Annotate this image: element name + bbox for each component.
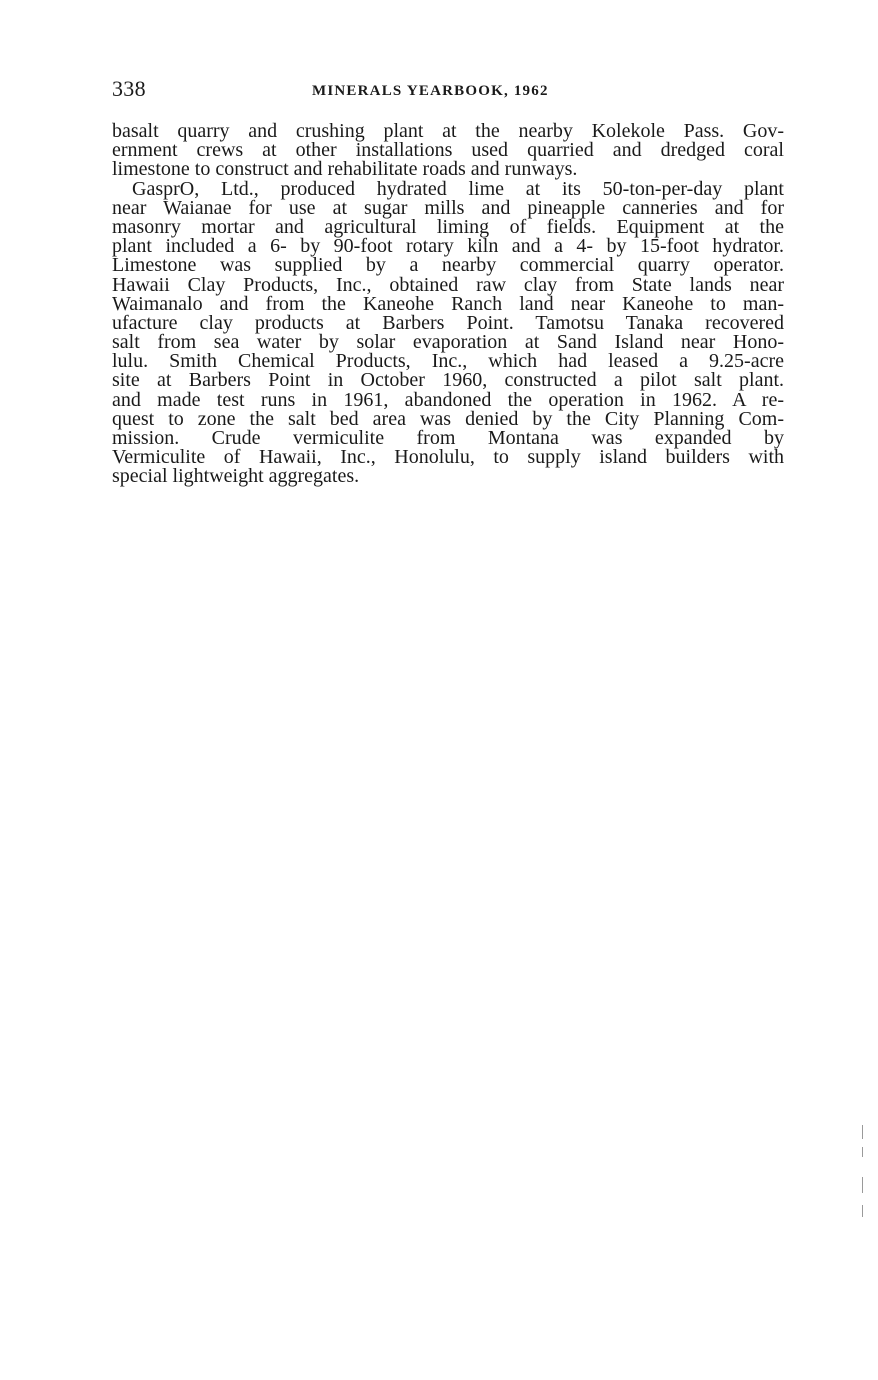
- text-line: Vermiculite of Hawaii, Inc., Honolulu, to supply island builders with: [112, 446, 784, 469]
- scan-margin-marks: [862, 1125, 866, 1220]
- text-line: ernment crews at other installations used quarried and dredged coral: [112, 139, 784, 162]
- running-title: MINERALS YEARBOOK, 1962: [312, 83, 549, 99]
- text-line: and made test runs in 1961, abandoned the operation in 1962. A re-: [112, 388, 784, 411]
- scan-artifact-mark: [862, 1177, 863, 1193]
- text-line: quest to zone the salt bed area was denied by the City Planning Com-: [112, 407, 784, 430]
- text-line: basalt quarry and crushing plant at the nearby Kolekole Pass. Gov-: [112, 120, 784, 142]
- scan-artifact-mark: [862, 1147, 863, 1157]
- text-line: salt from sea water by solar evaporation at Sand Island near Hono-: [112, 331, 784, 354]
- text-line: Waimanalo and from the Kaneohe Ranch land near Kaneohe to man-: [112, 292, 784, 315]
- page-number: 338: [112, 76, 146, 101]
- text-line: special lightweight aggregates.: [112, 465, 360, 488]
- text-line: mission. Crude vermiculite from Montana was expanded by: [112, 427, 784, 449]
- text-line: limestone to construct and rehabilitate roads and runways.: [112, 158, 578, 181]
- scan-artifact-mark: [862, 1205, 863, 1217]
- text-line: plant included a 6- by 90-foot rotary kiln and a 4- by 15-foot hydrator.: [112, 235, 784, 258]
- text-line: Limestone was supplied by a nearby commercial quarry operator.: [112, 254, 784, 277]
- text-line: Hawaii Clay Products, Inc., obtained raw clay from State lands near: [112, 273, 784, 296]
- text-line: lulu. Smith Chemical Products, Inc., which had leased a 9.25-acre: [112, 350, 784, 373]
- body-text: [112, 122, 784, 487]
- text-line: site at Barbers Point in October 1960, constructed a pilot salt plant.: [112, 369, 784, 392]
- running-header: [112, 76, 784, 106]
- text-line: masonry mortar and agricultural liming of fields. Equipment at the: [112, 215, 784, 238]
- text-line: ufacture clay products at Barbers Point. Tamotsu Tanaka recovered: [112, 311, 784, 334]
- paragraph-first-line: GasprO, Ltd., produced hydrated lime at its 50-ton-per-day plant: [132, 177, 784, 200]
- scan-artifact-mark: [862, 1125, 863, 1139]
- text-line: near Waianae for use at sugar mills and pineapple canneries and for: [112, 196, 784, 219]
